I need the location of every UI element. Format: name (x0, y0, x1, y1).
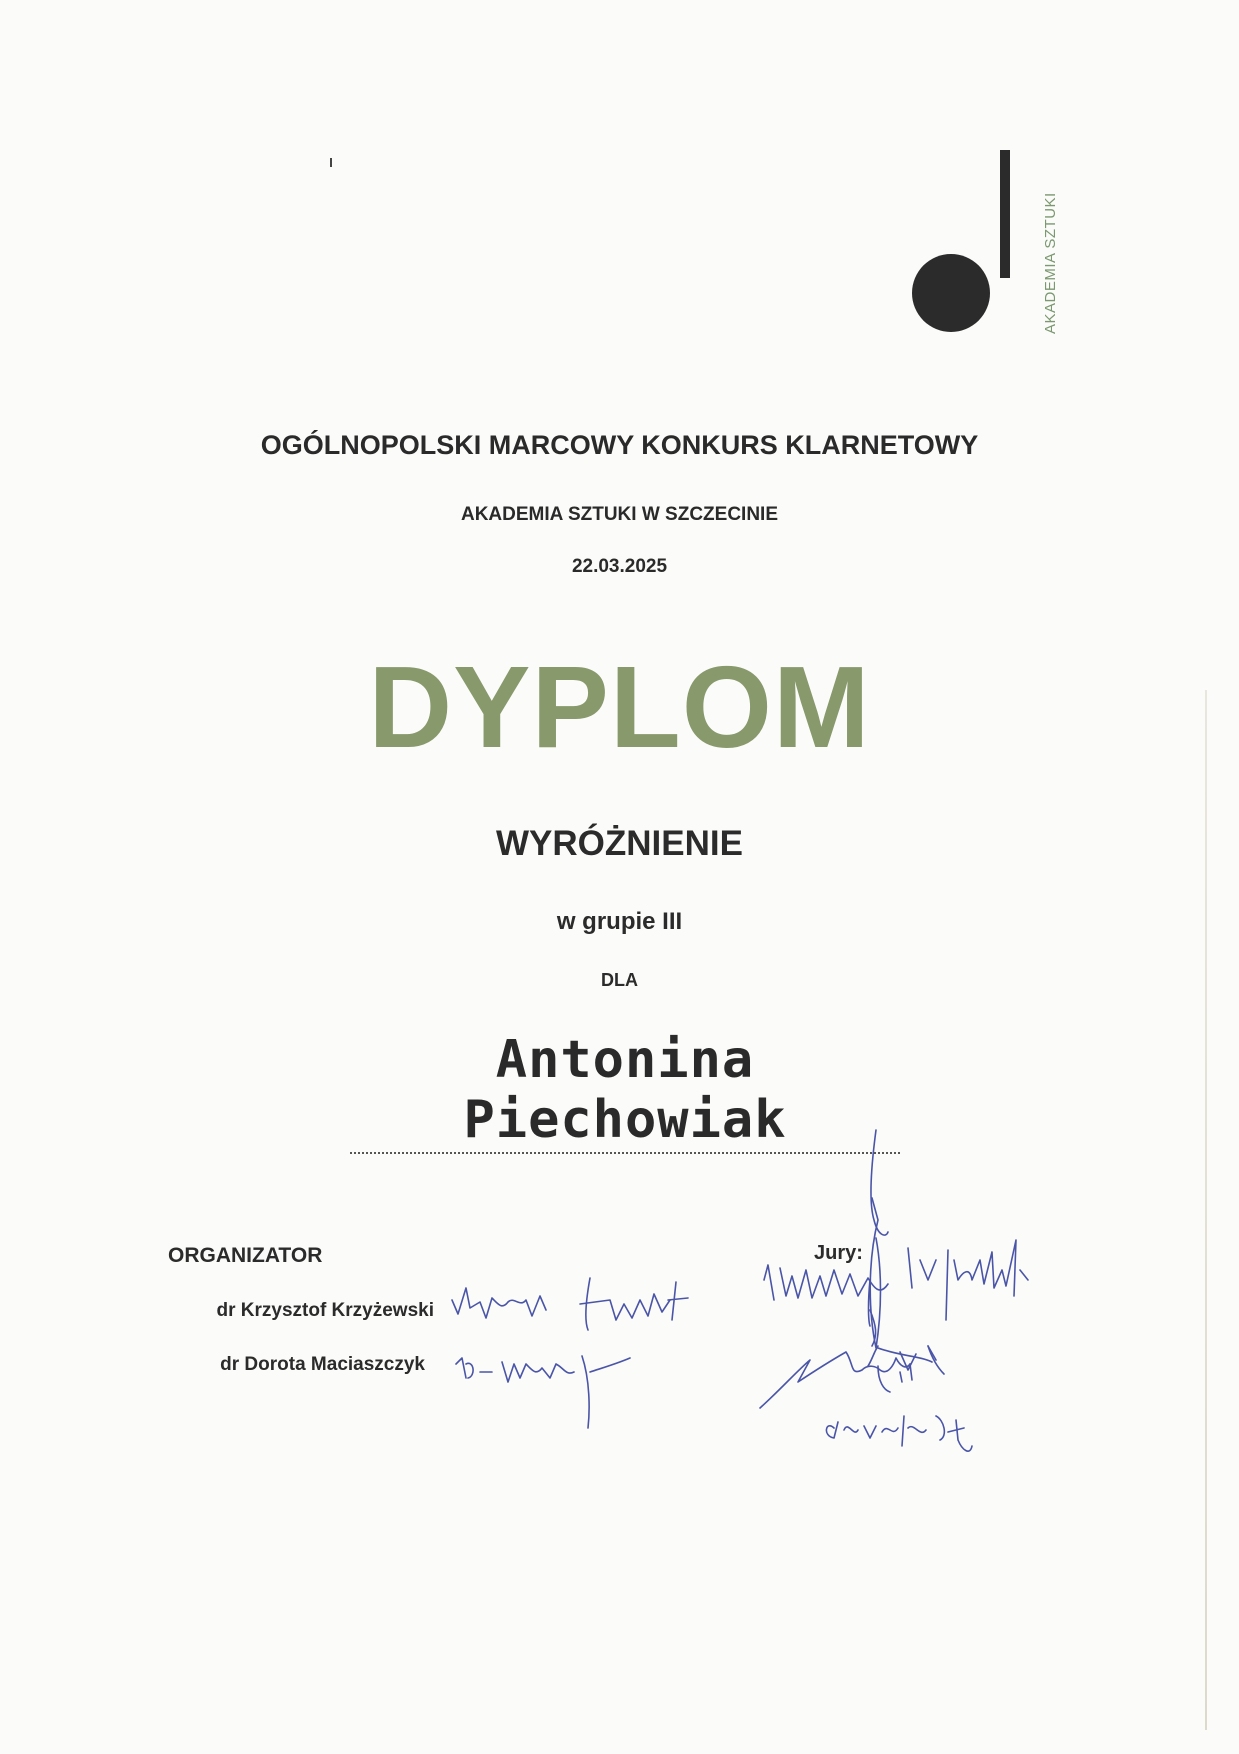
organizer-name-1: dr Krzysztof Krzyżewski (216, 1300, 434, 1321)
jury-label: Jury: (814, 1242, 863, 1264)
for-label: DLA (601, 970, 638, 990)
award-group: w grupie III (556, 908, 683, 935)
academy-name: AKADEMIA SZTUKI W SZCZECINIE (460, 504, 778, 525)
logo-note-stem (1000, 150, 1010, 278)
diploma-title: DYPLOM (368, 642, 871, 772)
award-name: WYRÓŻNIENIE (496, 824, 743, 863)
competition-name: OGÓLNOPOLSKI MARCOWY KONKURS KLARNETOWY (260, 430, 979, 460)
event-date: 22.03.2025 (571, 556, 668, 577)
jury-signatures (750, 1120, 1130, 1460)
logo-text: AKADEMIA SZTUKI (1042, 192, 1059, 334)
recipient-name: Antonina Piechowiak (463, 1030, 787, 1150)
organizer-name-2: dr Dorota Maciaszczyk (220, 1354, 425, 1375)
academy-logo (900, 148, 1070, 338)
logo-note-head (912, 254, 990, 332)
stray-mark (330, 158, 332, 167)
organizer-label: ORGANIZATOR (168, 1244, 323, 1267)
organizer-signatures (440, 1260, 760, 1430)
